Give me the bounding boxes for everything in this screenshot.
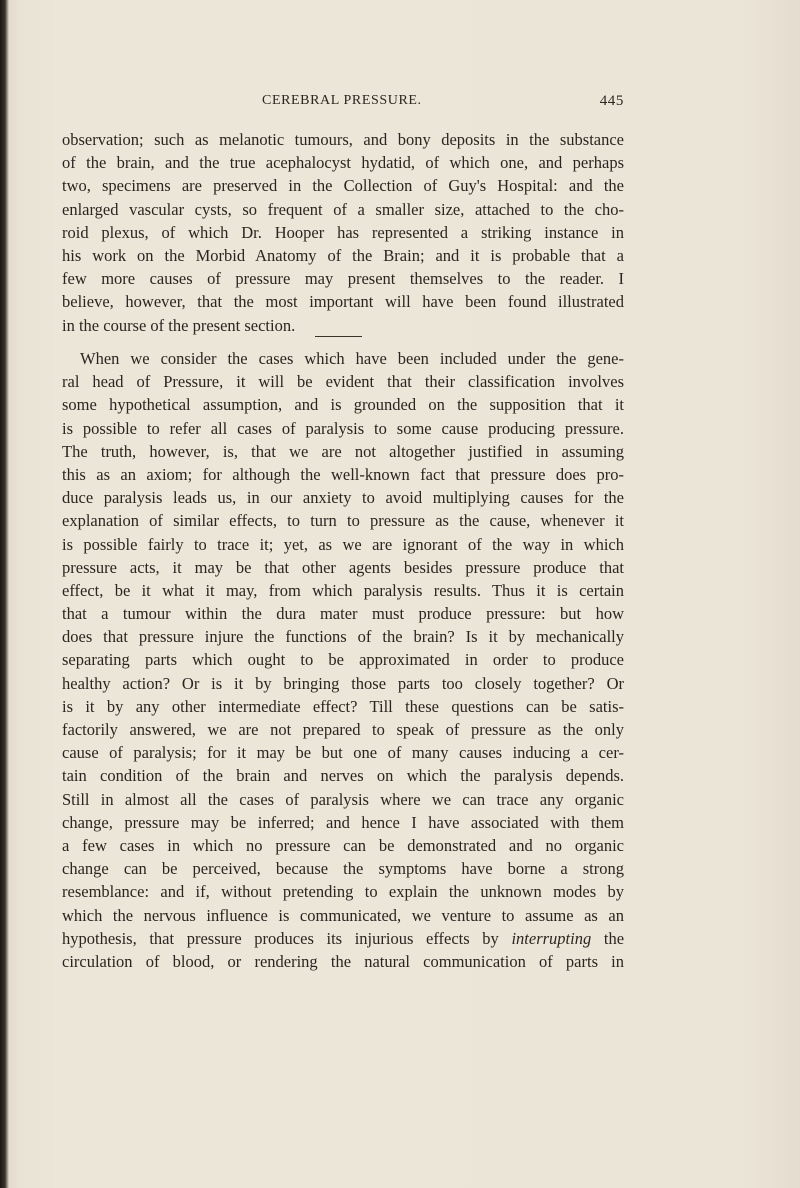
text-line: a few cases in which no pressure can be demonstrated and no organic (62, 835, 624, 855)
text-line: duce paralysis leads us, in our anxiety to avoid multiplying causes for the (62, 488, 624, 508)
text-line: his work on the Morbid Anatomy of the Brain; and it is probable that a (62, 245, 624, 265)
text-line: few more causes of pressure may present themselves to the reader. I (62, 269, 624, 289)
page-number: 445 (599, 93, 624, 109)
text-line: two, specimens are preserved in the Collection of Guy's Hospital: and the (62, 176, 624, 196)
text-line: resemblance: and if, without pretending to explain the unknown modes by (62, 882, 624, 902)
text-line: The truth, however, is, that we are not altogether justified in assuming (62, 441, 624, 461)
text-line: factorily answered, we are not prepared to speak of pressure as the only (62, 720, 624, 739)
text-line: that a tumour within the dura mater must produce pressure: but how (62, 604, 624, 624)
text-line: of the brain, and the true acephalocyst hydatid, of which one, and perhaps (62, 153, 624, 173)
running-head (62, 93, 624, 115)
text-line: effect, be it what it may, from which paralysis results. Thus it is certain (62, 580, 624, 600)
running-title: CEREBRAL PRESSURE. (262, 93, 422, 108)
text-line: Still in almost all the cases of paralysis where we can trace any organic (62, 789, 624, 809)
text-line: separating parts which ought to be approximated in order to produce (62, 650, 624, 670)
text-line: tain condition of the brain and nerves on which the paralysis depends. (62, 766, 624, 786)
italic-emphasis: interrupting (511, 928, 592, 948)
text-line: observation; such as melanotic tumours, and bony deposits in the substance (62, 130, 624, 149)
paragraph-pressure-discussion (62, 347, 624, 973)
text-line: this as an axiom; for although the well-known fact that pressure does pro- (62, 464, 624, 484)
text-line: cause of paralysis; for it may be but one of many causes inducing a cer- (62, 743, 624, 763)
text-line-with-italic (62, 927, 624, 950)
text-line: enlarged vascular cysts, so frequent of a smaller size, attached to the cho- (62, 199, 624, 219)
text-line: some hypothetical assumption, and is grounded on the supposition that it (62, 395, 624, 415)
text-segment: hypothesis, that pressure produces its injurious effects by (62, 928, 499, 948)
text-line: change can be perceived, because the symptoms have borne a strong (62, 859, 624, 879)
text-line: roid plexus, of which Dr. Hooper has represented a striking instance in (62, 222, 624, 242)
text-line: pressure acts, it may be that other agents besides pressure produce that (62, 557, 624, 577)
paragraph-continuation (62, 128, 624, 337)
text-line: circulation of blood, or rendering the natural communication of parts in (62, 951, 624, 971)
text-line: healthy action? Or is it by bringing those parts too closely together? Or (62, 673, 624, 693)
text-line: is it by any other intermediate effect? Till these questions can be satis- (62, 696, 624, 716)
text-line: believe, however, that the most important will have been found illustrated (62, 292, 624, 312)
text-line: change, pressure may be inferred; and hence I have associated with them (62, 812, 624, 832)
text-line: is possible to refer all cases of paralysis to some cause producing pressure. (62, 418, 624, 438)
section-divider-rule (315, 336, 362, 337)
binding-shadow (0, 0, 9, 1188)
text-line: does that pressure injure the functions of the brain? Is it by mechanically (62, 627, 624, 647)
text-line: is possible fairly to trace it; yet, as we are ignorant of the way in which (62, 534, 624, 554)
text-line: ral head of Pressure, it will be evident that their classification involves (62, 372, 624, 392)
text-line: When we consider the cases which have been included under the gene- (80, 349, 624, 368)
text-line: which the nervous influence is communicated, we venture to assume as an (62, 905, 624, 925)
text-line: explanation of similar effects, to turn to pressure as the cause, whenever it (62, 511, 624, 531)
text-line: in the course of the present section. (62, 315, 296, 335)
text-segment: the (603, 928, 625, 948)
